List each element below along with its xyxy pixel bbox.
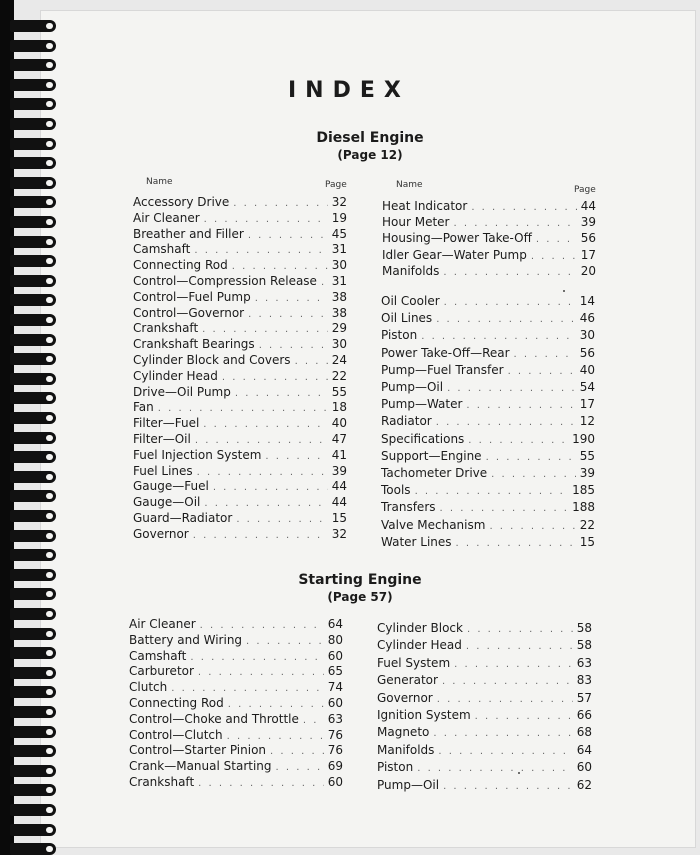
binding-ring — [10, 608, 56, 620]
index-entry-name: Oil Cooler — [381, 294, 440, 308]
index-entry — [381, 310, 595, 326]
index-entry-page: 62 — [576, 778, 592, 792]
index-entry-name: Drive—Oil Pump — [133, 385, 231, 399]
index-entry-leader — [491, 467, 576, 483]
spiral-binding — [0, 0, 62, 855]
index-entry-name: Filter—Oil — [133, 432, 191, 446]
index-entry-name: Magneto — [377, 725, 430, 739]
index-entry — [381, 396, 595, 412]
index-entry-page: 14 — [579, 294, 595, 308]
index-entry-page: 45 — [331, 227, 347, 241]
index-entry-leader — [536, 232, 577, 248]
index-entry-page: 12 — [579, 414, 595, 428]
index-entry — [129, 758, 343, 774]
binding-ring — [10, 20, 56, 32]
binding-ring — [10, 510, 56, 522]
index-entry-leader — [466, 639, 573, 655]
index-entry-name: Breather and Filler — [133, 227, 244, 241]
index-entry-leader — [436, 415, 576, 431]
index-entry-page: 44 — [580, 199, 596, 213]
binding-ring — [10, 471, 56, 483]
index-entry-page: 29 — [331, 321, 347, 335]
index-entry-name: Support—Engine — [381, 449, 482, 463]
index-entry — [133, 399, 347, 415]
index-entry-name: Generator — [377, 673, 438, 687]
index-entry-page: 83 — [576, 673, 592, 687]
index-entry — [381, 482, 595, 498]
index-entry-page: 15 — [579, 535, 595, 549]
left-page-header: Page — [325, 180, 347, 190]
index-entry-name: Camshaft — [133, 242, 191, 256]
index-entry-name: Fuel System — [377, 656, 451, 670]
index-entry-name: Piston — [377, 760, 414, 774]
index-entry-page: 41 — [331, 448, 347, 462]
binding-ring — [10, 588, 56, 600]
index-entry — [133, 320, 347, 336]
binding-ring — [10, 59, 56, 71]
index-entry-page: 55 — [579, 449, 595, 463]
index-entry — [129, 774, 343, 790]
index-entry-page: 190 — [572, 432, 595, 446]
index-entry-page: 24 — [331, 353, 347, 367]
binding-ring — [10, 667, 56, 679]
index-entry-name: Governor — [133, 527, 189, 541]
index-entry — [133, 352, 347, 368]
index-entry-leader — [489, 519, 575, 535]
index-entry-page: 15 — [331, 511, 347, 525]
index-entry-name: Air Cleaner — [133, 211, 200, 225]
index-entry-name: Housing—Power Take-Off — [382, 231, 532, 245]
index-entry — [382, 214, 596, 230]
index-entry — [381, 431, 595, 447]
index-entry-page: 18 — [331, 400, 347, 414]
binding-ring — [10, 432, 56, 444]
index-entry-page: 17 — [580, 248, 596, 262]
index-entry — [377, 759, 592, 775]
index-entry-page: 58 — [576, 638, 592, 652]
index-entry — [377, 637, 592, 653]
index-entry-leader — [417, 761, 573, 777]
index-entry-name: Specifications — [381, 432, 465, 446]
index-entry-leader — [514, 347, 576, 363]
index-entry-page: 55 — [331, 385, 347, 399]
index-entry-leader — [486, 450, 576, 466]
binding-ring — [10, 569, 56, 581]
index-entry — [129, 679, 343, 695]
index-entry — [133, 415, 347, 431]
index-entry — [381, 499, 595, 515]
index-entry-name: Ignition System — [377, 708, 471, 722]
index-entry-leader — [433, 726, 572, 742]
index-entry — [377, 655, 592, 671]
index-entry-name: Control—Choke and Throttle — [129, 712, 299, 726]
index-entry — [133, 289, 347, 305]
index-entry — [377, 690, 592, 706]
index-entry-page: 56 — [580, 231, 596, 245]
index-entry-page: 22 — [331, 369, 347, 383]
left-name-header: Name — [146, 177, 173, 187]
index-entry-page: 60 — [327, 775, 343, 789]
index-entry-page: 38 — [331, 290, 347, 304]
binding-ring — [10, 294, 56, 306]
index-entry — [129, 632, 343, 648]
index-entry-name: Tools — [381, 483, 411, 497]
index-entry-name: Manifolds — [382, 264, 440, 278]
index-entry-page: 76 — [327, 743, 343, 757]
index-entry-name: Pump—Oil — [381, 380, 444, 394]
index-entry-name: Filter—Fuel — [133, 416, 200, 430]
index-entry-name: Gauge—Oil — [133, 495, 201, 509]
index-entry — [133, 273, 347, 289]
index-entry-leader — [467, 622, 573, 638]
index-entry — [381, 327, 595, 343]
binding-ring — [10, 392, 56, 404]
index-entry-name: Manifolds — [377, 743, 435, 757]
index-entry-page: 56 — [579, 346, 595, 360]
index-entry-page: 32 — [331, 195, 347, 209]
binding-ring — [10, 451, 56, 463]
index-entry-page: 39 — [579, 466, 595, 480]
binding-ring — [10, 824, 56, 836]
index-entry-name: Heat Indicator — [382, 199, 468, 213]
index-entry — [133, 257, 347, 273]
index-entry-name: Cylinder Head — [377, 638, 462, 652]
binding-ring — [10, 177, 56, 189]
index-entry-page: 76 — [327, 728, 343, 742]
index-entry — [381, 448, 595, 464]
index-entry-leader — [415, 484, 569, 500]
index-entry-name: Idler Gear—Water Pump — [382, 248, 527, 262]
index-entry-leader — [443, 779, 573, 795]
index-entry-page: 44 — [331, 479, 347, 493]
index-entry-name: Carburetor — [129, 664, 194, 678]
index-entry — [129, 711, 343, 727]
index-entry-leader — [466, 398, 575, 414]
index-entry-page: 19 — [331, 211, 347, 225]
index-entry-name: Power Take-Off—Rear — [381, 346, 510, 360]
index-entry — [133, 478, 347, 494]
index-entry — [133, 241, 347, 257]
index-entry-name: Control—Fuel Pump — [133, 290, 251, 304]
index-entry-name: Battery and Wiring — [129, 633, 243, 647]
diesel-engine-heading — [295, 130, 445, 162]
index-entry-name: Hour Meter — [382, 215, 450, 229]
index-entry — [377, 620, 592, 636]
index-entry — [133, 463, 347, 479]
index-entry — [133, 305, 347, 321]
index-entry-page: 60 — [576, 760, 592, 774]
index-entry-page: 66 — [576, 708, 592, 722]
binding-ring — [10, 804, 56, 816]
index-entry-page: 54 — [579, 380, 595, 394]
index-entry — [133, 210, 347, 226]
index-entry-name: Connecting Rod — [129, 696, 224, 710]
index-entry-page: 80 — [327, 633, 343, 647]
index-entry-leader — [421, 329, 576, 345]
index-entry — [129, 742, 343, 758]
index-entry-page: 32 — [331, 527, 347, 541]
index-entry — [129, 663, 343, 679]
index-entry-leader — [442, 674, 573, 690]
index-entry-name: Cylinder Block and Covers — [133, 353, 291, 367]
binding-ring — [10, 353, 56, 365]
index-entry-page: 64 — [327, 617, 343, 631]
binding-ring — [10, 157, 56, 169]
binding-ring — [10, 490, 56, 502]
index-entry-page: 20 — [580, 264, 596, 278]
index-entry-page: 60 — [327, 649, 343, 663]
index-entry-name: Air Cleaner — [129, 617, 196, 631]
index-entry-leader — [443, 265, 576, 281]
index-entry-page: 31 — [331, 242, 347, 256]
index-entry — [133, 494, 347, 510]
index-entry — [381, 293, 595, 309]
binding-ring — [10, 236, 56, 248]
binding-ring — [10, 255, 56, 267]
index-entry-leader — [508, 364, 576, 380]
index-entry — [377, 672, 592, 688]
index-title: INDEX — [288, 78, 410, 103]
index-entry — [381, 345, 595, 361]
binding-ring — [10, 138, 56, 150]
index-entry-name: Piston — [381, 328, 418, 342]
index-entry-page: 46 — [579, 311, 595, 325]
starting-engine-title: Starting Engine — [298, 572, 422, 588]
binding-ring — [10, 843, 56, 855]
index-entry — [381, 465, 595, 481]
index-entry-page: 30 — [331, 337, 347, 351]
index-entry-name: Crankshaft — [129, 775, 195, 789]
binding-ring — [10, 118, 56, 130]
binding-ring — [10, 275, 56, 287]
index-entry-leader — [438, 744, 572, 760]
starting-engine-page-ref: (Page 57) — [327, 590, 393, 604]
binding-ring — [10, 549, 56, 561]
index-entry-page: 44 — [331, 495, 347, 509]
index-entry-leader — [475, 709, 573, 725]
index-entry-name: Guard—Radiator — [133, 511, 233, 525]
index-entry-leader — [456, 536, 576, 552]
index-entry-page: 65 — [327, 664, 343, 678]
index-entry-name: Crankshaft Bearings — [133, 337, 255, 351]
index-entry-name: Pump—Fuel Transfer — [381, 363, 504, 377]
index-entry-leader — [198, 776, 324, 792]
index-entry-page: 57 — [576, 691, 592, 705]
index-entry — [382, 263, 596, 279]
index-entry-name: Transfers — [381, 500, 436, 514]
index-entry-leader — [454, 657, 573, 673]
index-entry — [377, 742, 592, 758]
binding-ring — [10, 40, 56, 52]
index-entry-leader — [193, 528, 328, 544]
index-entry-name: Pump—Oil — [377, 778, 440, 792]
index-entry — [133, 384, 347, 400]
index-entry-page: 30 — [579, 328, 595, 342]
index-entry — [382, 230, 596, 246]
index-entry-page: 63 — [576, 656, 592, 670]
index-entry-name: Camshaft — [129, 649, 187, 663]
index-entry-name: Gauge—Fuel — [133, 479, 209, 493]
binding-ring — [10, 706, 56, 718]
index-entry-page: 22 — [579, 518, 595, 532]
index-entry — [377, 724, 592, 740]
index-entry-leader — [444, 295, 576, 311]
index-entry-name: Control—Starter Pinion — [129, 743, 267, 757]
index-entry-page: 63 — [327, 712, 343, 726]
binding-ring — [10, 196, 56, 208]
index-entry — [381, 362, 595, 378]
index-entry — [382, 247, 596, 263]
binding-ring — [10, 647, 56, 659]
binding-ring — [10, 98, 56, 110]
index-entry-name: Water Lines — [381, 535, 452, 549]
starting-engine-heading — [280, 572, 440, 604]
index-entry-name: Accessory Drive — [133, 195, 230, 209]
binding-ring — [10, 314, 56, 326]
index-entry-page: 60 — [327, 696, 343, 710]
index-entry — [133, 226, 347, 242]
binding-ring — [10, 530, 56, 542]
binding-ring — [10, 784, 56, 796]
index-entry — [381, 413, 595, 429]
index-entry-page: 64 — [576, 743, 592, 757]
index-entry-name: Clutch — [129, 680, 168, 694]
index-entry-page: 68 — [576, 725, 592, 739]
index-entry — [381, 379, 595, 395]
binding-ring — [10, 686, 56, 698]
index-entry — [129, 727, 343, 743]
index-entry-leader — [436, 312, 576, 328]
index-entry-name: Radiator — [381, 414, 432, 428]
index-entry — [381, 534, 595, 550]
index-entry — [133, 368, 347, 384]
index-entry-name: Pump—Water — [381, 397, 463, 411]
index-entry-name: Valve Mechanism — [381, 518, 486, 532]
binding-ring — [10, 373, 56, 385]
index-entry — [133, 447, 347, 463]
index-entry-page: 31 — [331, 274, 347, 288]
index-entry — [133, 194, 347, 210]
index-entry-name: Oil Lines — [381, 311, 433, 325]
right-name-header: Name — [396, 180, 423, 190]
right-page-header: Page — [574, 185, 596, 195]
index-entry-page: 185 — [572, 483, 595, 497]
index-entry-name: Fuel Lines — [133, 464, 193, 478]
index-entry-page: 17 — [579, 397, 595, 411]
index-entry-name: Crankshaft — [133, 321, 199, 335]
binding-ring — [10, 334, 56, 346]
page-speck — [518, 772, 520, 774]
index-entry-name: Cylinder Head — [133, 369, 218, 383]
index-entry-page: 69 — [327, 759, 343, 773]
index-entry-name: Control—Clutch — [129, 728, 223, 742]
index-entry-page: 58 — [576, 621, 592, 635]
binding-ring — [10, 412, 56, 424]
index-entry-page: 30 — [331, 258, 347, 272]
binding-ring — [10, 745, 56, 757]
index-entry-page: 188 — [572, 500, 595, 514]
binding-ring — [10, 216, 56, 228]
index-entry — [382, 198, 596, 214]
index-entry — [133, 510, 347, 526]
index-entry — [377, 707, 592, 723]
index-entry — [129, 695, 343, 711]
diesel-engine-title: Diesel Engine — [316, 130, 424, 146]
binding-ring — [10, 726, 56, 738]
index-entry — [381, 517, 595, 533]
index-entry-name: Governor — [377, 691, 433, 705]
index-entry — [133, 431, 347, 447]
index-entry — [133, 336, 347, 352]
index-entry-page: 40 — [579, 363, 595, 377]
index-entry-name: Control—Compression Release — [133, 274, 317, 288]
index-entry-leader — [437, 692, 573, 708]
diesel-engine-page-ref: (Page 12) — [337, 148, 403, 162]
index-entry-page: 39 — [580, 215, 596, 229]
index-entry-name: Cylinder Block — [377, 621, 463, 635]
binding-ring — [10, 79, 56, 91]
index-entry-leader — [440, 501, 569, 517]
index-entry-name: Fan — [133, 400, 154, 414]
index-entry — [129, 648, 343, 664]
index-entry-page: 47 — [331, 432, 347, 446]
index-entry-page: 39 — [331, 464, 347, 478]
index-entry-name: Connecting Rod — [133, 258, 228, 272]
index-entry-name: Fuel Injection System — [133, 448, 262, 462]
index-entry — [129, 616, 343, 632]
index-entry-name: Crank—Manual Starting — [129, 759, 272, 773]
index-entry — [133, 526, 347, 542]
binding-ring — [10, 765, 56, 777]
index-entry-page: 40 — [331, 416, 347, 430]
binding-ring — [10, 628, 56, 640]
index-entry-name: Tachometer Drive — [381, 466, 488, 480]
index-entry-page: 38 — [331, 306, 347, 320]
page-speck — [563, 290, 565, 292]
index-entry-page: 74 — [327, 680, 343, 694]
index-entry-leader — [447, 381, 576, 397]
index-entry — [377, 777, 592, 793]
index-entry-leader — [468, 433, 568, 449]
index-entry-name: Control—Governor — [133, 306, 245, 320]
